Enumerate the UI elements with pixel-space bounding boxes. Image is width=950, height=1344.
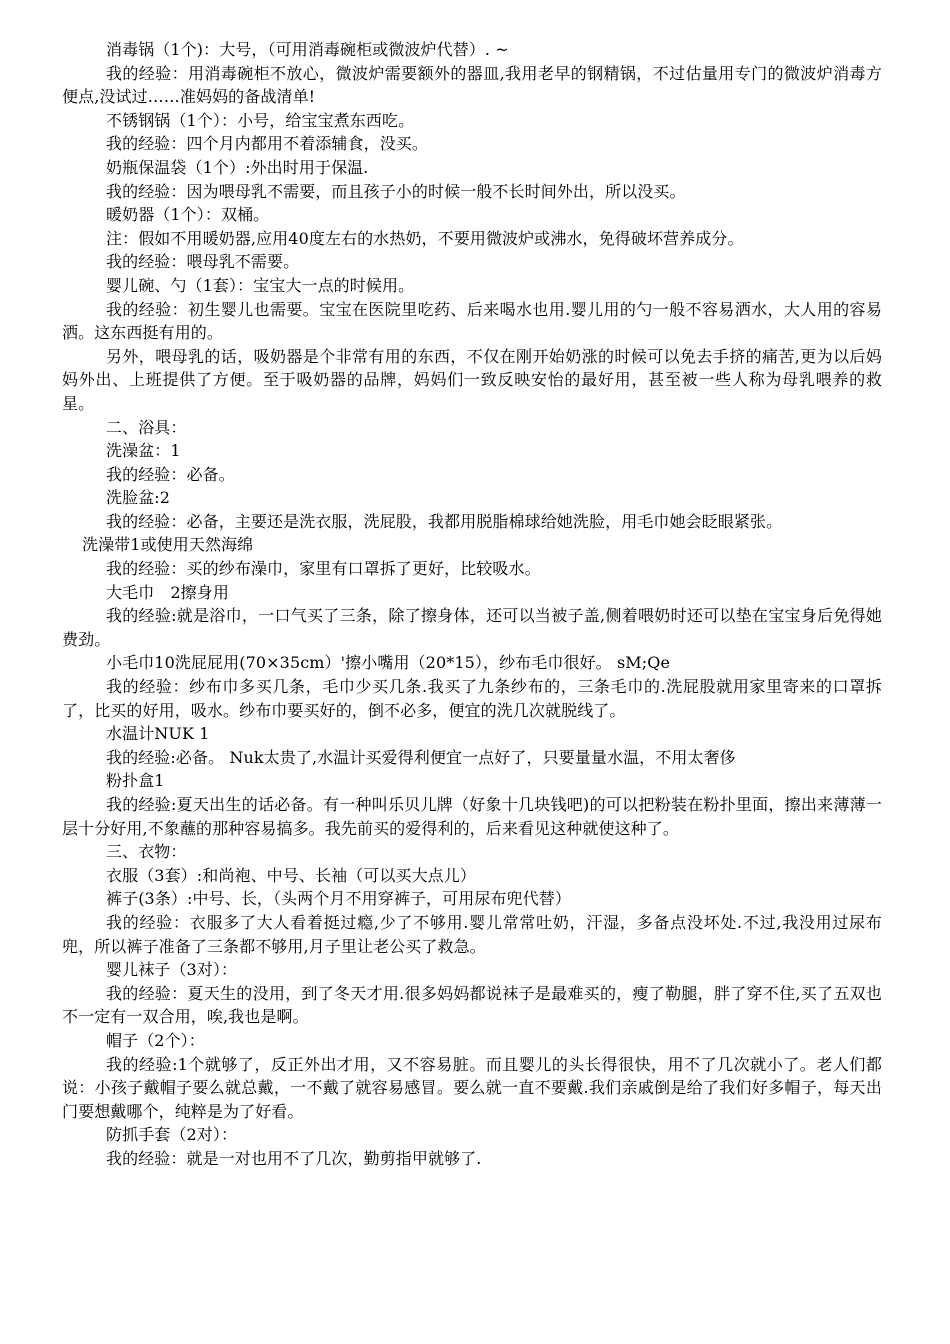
- paragraph: 我的经验：就是一对也用不了几次，勤剪指甲就够了.: [106, 1148, 482, 1168]
- paragraph: 帽子（2个）：: [106, 1030, 205, 1050]
- paragraph: 衣服（3套）:和尚袍、中号、长袖（可以买大点儿）: [106, 865, 476, 885]
- paragraph: 不锈钢锅（1个）：小号，给宝宝煮东西吃。: [106, 110, 415, 130]
- paragraph: 我的经验:就是浴巾，一口气买了三条，除了擦身体，还可以当被子盖,侧着喂奶时还可以垫在宝宝身后免得她费劲。: [62, 606, 882, 649]
- paragraph: 水温计NUK 1: [106, 724, 210, 744]
- paragraph: 消毒锅（1个)：大号，（可用消毒碗柜或微波炉代替）. ~: [106, 40, 509, 59]
- paragraph: 我的经验：初生婴儿也需要。宝宝在医院里吃药、后来喝水也用.婴儿用的勺一般不容易洒水，大人用的容易洒。这东西挺有用的。: [62, 299, 882, 343]
- paragraph: 粉扑盒1: [106, 771, 165, 791]
- paragraph: 我的经验：喂母乳不需要。: [106, 252, 300, 272]
- paragraph: 另外，喂母乳的话，吸奶器是个非常有用的东西，不仅在刚开始奶涨的时候可以免去手挤的痛苦,更为以后妈妈外出、上班提供了方便。至于吸奶器的品牌，妈妈们一致反映安怡的最好用，甚至被一些人称为母乳喂养的救星。: [62, 346, 882, 413]
- paragraph: 二、浴具：: [106, 417, 187, 437]
- paragraph: 洗脸盆:2: [106, 488, 171, 508]
- paragraph: 我的经验：夏天生的没用，到了冬天才用.很多妈妈都说袜子是最难买的，瘦了勒腿，胖了穿不住,买了五双也不一定有一双合用，唉,我也是啊。: [62, 983, 882, 1027]
- paragraph: 防抓手套（2对）：: [106, 1125, 238, 1145]
- paragraph: 三、衣物：: [106, 842, 187, 862]
- paragraph: 洗澡带1或使用天然海绵: [82, 535, 254, 555]
- paragraph: 我的经验：必备，主要还是洗衣服，洗屁股，我都用脱脂棉球给她洗脸，用毛巾她会眨眼紧张。: [106, 511, 783, 531]
- paragraph: 我的经验:夏天出生的话必备。有一种叫乐贝儿牌（好象十几块钱吧)的可以把粉装在粉扑里面，擦出来薄薄一层十分好用,不象蘸的那种容易搞多。我先前买的爱得利的，后来看见这种就使这种了。: [62, 795, 882, 838]
- paragraph: 我的经验:必备。 Nuk太贵了,水温计买爱得利便宜一点好了，只要量量水温，不用太奢侈: [106, 747, 736, 767]
- paragraph: 我的经验：衣服多了大人看着挺过瘾,少了不够用.婴儿常常吐奶，汗湿，多备点没坏处.不过,我没用过尿布兜，所以裤子准备了三条都不够用,月子里让老公买了救急。: [62, 912, 882, 956]
- document-body: [62, 38, 882, 1171]
- paragraph: 注：假如不用暖奶器,应用40度左右的水热奶，不要用微波炉或沸水，免得破坏营养成分。: [106, 228, 744, 248]
- paragraph: 我的经验:1个就够了，反正外出才用，又不容易脏。而且婴儿的头长得很快，用不了几次就小了。老人们都说：小孩子戴帽子要么就总戴，一不戴了就容易感冒。要么就一直不要戴.我们亲戚倒是给了我们好多帽子，每天出门要想戴哪个，纯粹是为了好看。: [62, 1054, 882, 1121]
- paragraph: 暖奶器（1个）：双桶。: [106, 205, 270, 225]
- paragraph: 大毛巾 2擦身用: [106, 582, 229, 602]
- paragraph: 我的经验：因为喂母乳不需要，而且孩子小的时候一般不长时间外出，所以没买。: [106, 181, 686, 201]
- paragraph: 婴儿碗、勺（1套）：宝宝大一点的时候用。: [106, 275, 415, 295]
- paragraph: 婴儿袜子（3对）：: [106, 960, 238, 980]
- paragraph: 我的经验：买的纱布澡巾，家里有口罩拆了更好，比较吸水。: [106, 559, 541, 579]
- paragraph: 我的经验：必备。: [106, 464, 235, 484]
- paragraph: 洗澡盆：1: [106, 441, 181, 461]
- paragraph: 我的经验：纱布巾多买几条，毛巾少买几条.我买了九条纱布的，三条毛巾的.洗屁股就用家里寄来的口罩拆了，比买的好用，吸水。纱布巾要买好的，倒不必多，便宜的洗几次就脱线了。: [62, 677, 882, 720]
- paragraph: 我的经验：用消毒碗柜不放心，微波炉需要额外的器皿,我用老早的钢精锅，不过估量用专门的微波炉消毒方便点,没试过……准妈妈的备战清单!: [62, 63, 882, 107]
- paragraph: 小毛巾10洗屁屁用(70×35cm）'擦小嘴用（20*15），纱布毛巾很好。 sM;Qe: [106, 653, 671, 673]
- paragraph: 我的经验：四个月内都用不着添辅食，没买。: [106, 134, 429, 154]
- paragraph: 奶瓶保温袋（1个）:外出时用于保温.: [106, 157, 369, 177]
- paragraph: 裤子(3条）:中号、长，（头两个月不用穿裤子，可用尿布兜代替）: [106, 889, 571, 909]
